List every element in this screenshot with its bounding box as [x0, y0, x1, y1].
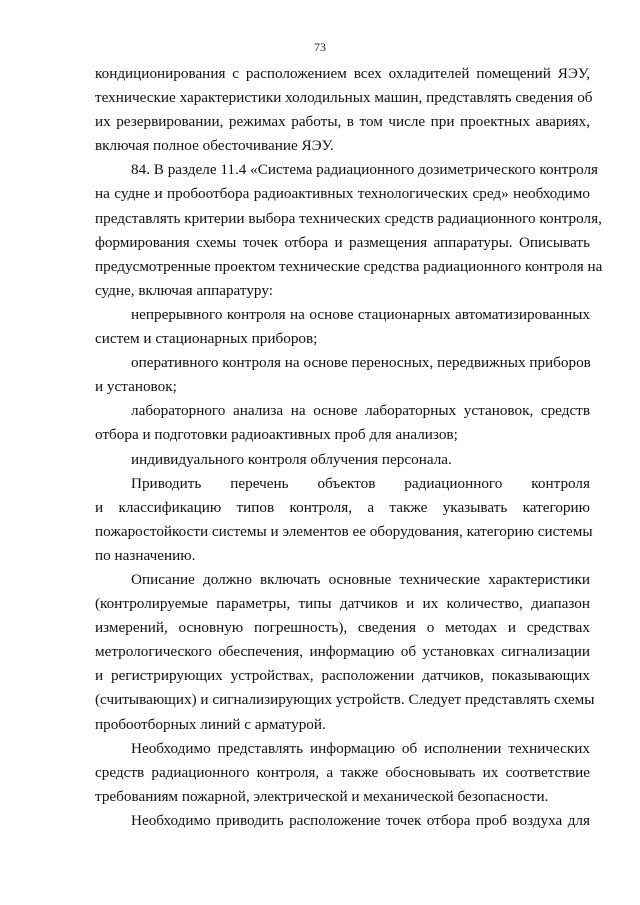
- text-line: средств радиационного контроля, а также обосновывать их соответствие: [95, 763, 590, 781]
- text-line: Необходимо приводить расположение точек отбора проб воздуха для: [131, 811, 590, 829]
- text-line: кондиционирования с расположением всех охладителей помещений ЯЭУ,: [95, 65, 590, 82]
- text-line: по назначению.: [95, 546, 196, 564]
- text-line: оперативного контроля на основе переносных, передвижных приборов: [131, 354, 591, 372]
- text-line: пробоотборных линий с арматурой.: [95, 715, 326, 733]
- text-line: Приводить перечень объектов радиационного контроля: [131, 474, 590, 492]
- text-line: формирования схемы точек отбора и размещения аппаратуры. Описывать: [95, 233, 590, 251]
- text-line: и регистрирующих устройствах, расположении датчиков, показывающих: [95, 667, 590, 685]
- text-line: Описание должно включать основные технические характеристики: [131, 570, 590, 588]
- text-line: технические характеристики холодильных машин, представлять сведения об: [95, 89, 593, 107]
- text-line: 84. В разделе 11.4 «Система радиационного дозиметрического контроля: [131, 161, 599, 179]
- text-line: судне, включая аппаратуру:: [95, 281, 273, 299]
- text-line: на судне и пробоотбора радиоактивных технологических сред» необходимо: [95, 185, 590, 203]
- text-line: непрерывного контроля на основе стационарных автоматизированных: [131, 305, 590, 323]
- text-line: и установок;: [95, 378, 177, 396]
- text-line: их резервировании, режимах работы, в том числе при проектных авариях,: [95, 113, 590, 131]
- text-line: требованиям пожарной, электрической и механической безопасности.: [95, 787, 549, 805]
- text-line: измерений, основную погрешность), сведения о методах и средствах: [95, 619, 590, 637]
- text-line: метрологического обеспечения, информацию об установках сигнализации: [95, 643, 590, 661]
- text-line: предусмотренные проектом технические средства радиационного контроля на: [95, 257, 603, 275]
- text-line: индивидуального контроля облучения персонала.: [131, 450, 452, 468]
- text-line: и классификацию типов контроля, а также указывать категорию: [95, 498, 590, 516]
- text-line: (считывающих) и сигнализирующих устройств. Следует представлять схемы: [95, 691, 595, 709]
- text-line: представлять критерии выбора технических средств радиационного контроля,: [95, 209, 602, 227]
- page-number: 73: [314, 40, 326, 54]
- text-line: лабораторного анализа на основе лабораторных установок, средств: [131, 402, 590, 420]
- text-line: отбора и подготовки радиоактивных проб для анализов;: [95, 426, 458, 444]
- text-line: систем и стационарных приборов;: [95, 330, 318, 348]
- text-line: включая полное обесточивание ЯЭУ.: [95, 137, 334, 155]
- document-body: [95, 62, 603, 833]
- text-line: (контролируемые параметры, типы датчиков и их количество, диапазон: [95, 595, 590, 613]
- text-line: пожаростойкости системы и элементов ее оборудования, категорию системы: [95, 522, 593, 540]
- text-line: Необходимо представлять информацию об исполнении технических: [131, 739, 590, 757]
